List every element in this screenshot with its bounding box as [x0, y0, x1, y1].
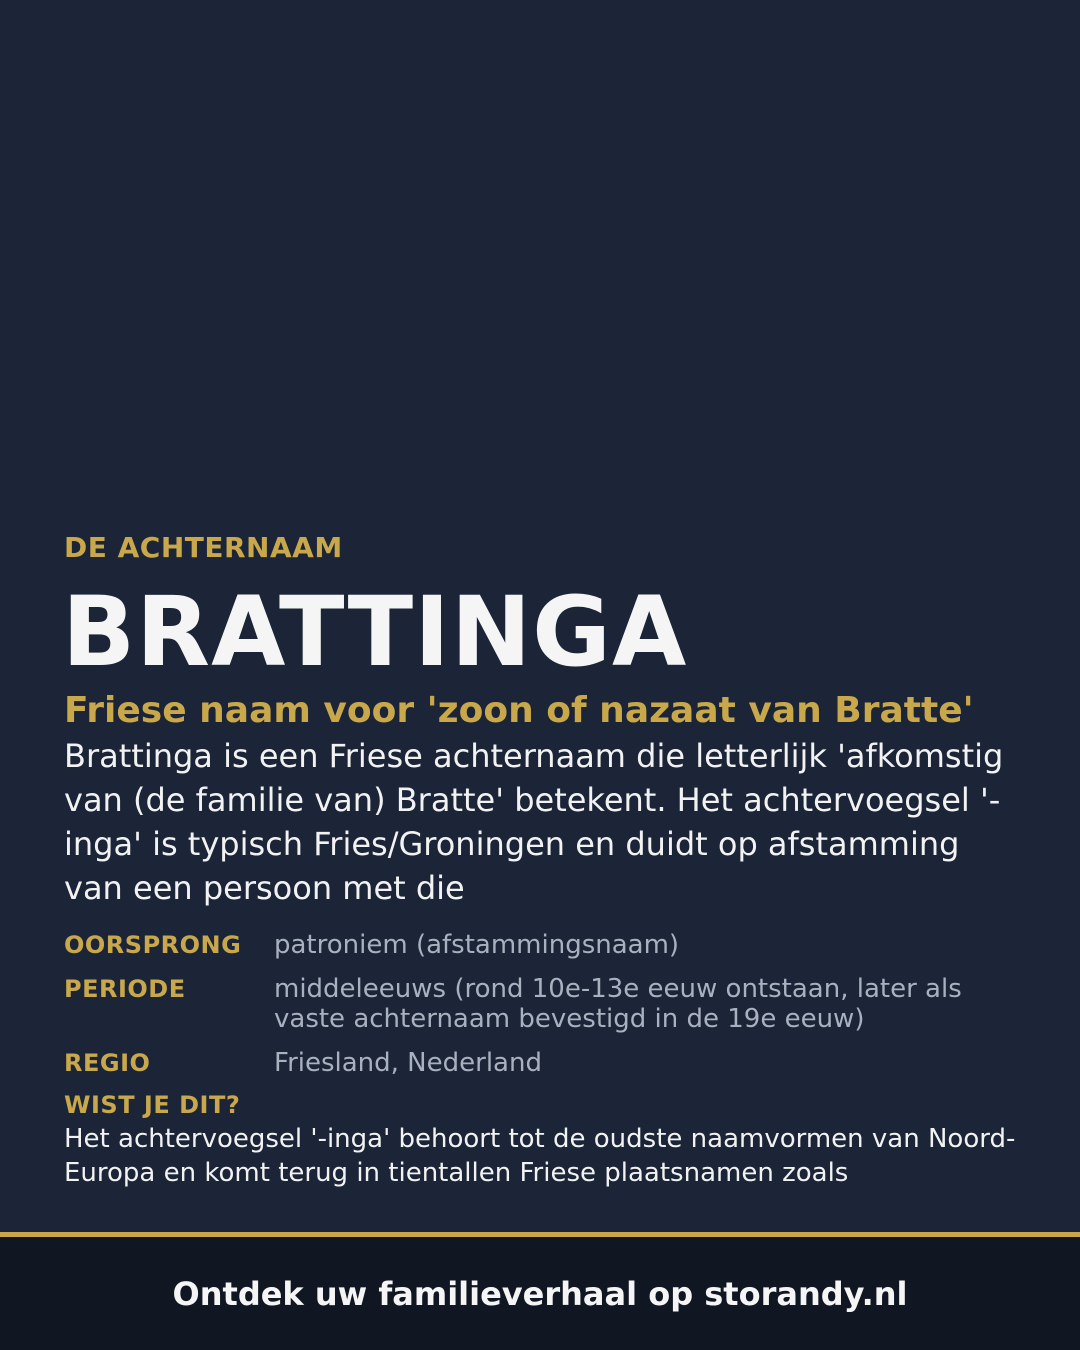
did-you-know-text: Het achtervoegsel '-inga' behoort tot de oudste naamvormen van Noord-Europa en komt terug in tientallen Friese plaatsnamen zoals — [64, 1124, 1016, 1188]
fact-label: REGIO — [64, 1049, 151, 1077]
fact-row-period — [64, 974, 1024, 1034]
did-you-know-label: WIST JE DIT? — [64, 1091, 241, 1119]
fact-row-origin — [64, 930, 1024, 960]
fact-row-region — [64, 1048, 1024, 1078]
surname-card — [64, 530, 1024, 1190]
fact-label: PERIODE — [64, 975, 186, 1003]
fact-value: middeleeuws (rond 10e-13e eeuw ontstaan, later als vaste achternaam bevestigd in de 19e eeuw) — [274, 974, 962, 1034]
fact-label: OORSPRONG — [64, 931, 242, 959]
footer-banner — [0, 1232, 1080, 1350]
surname-tagline: Friese naam voor 'zoon of nazaat van Bratte' — [64, 690, 974, 731]
eyebrow-label: DE ACHTERNAAM — [64, 531, 343, 564]
surname-title: BRATTINGA — [62, 576, 688, 688]
surname-description: Brattinga is een Friese achternaam die letterlijk 'afkomstig van (de familie van) Bratte' betekent. Het achtervoegsel '-inga' is typisch Fries/Groningen en duidt op afstamming van een persoon met die — [64, 737, 1004, 907]
fact-value: Friesland, Nederland — [274, 1048, 542, 1078]
facts-list — [64, 930, 1024, 1078]
fact-value: patroniem (afstammingsnaam) — [274, 930, 680, 960]
footer-cta: Ontdek uw familieverhaal op storandy.nl — [172, 1274, 908, 1313]
